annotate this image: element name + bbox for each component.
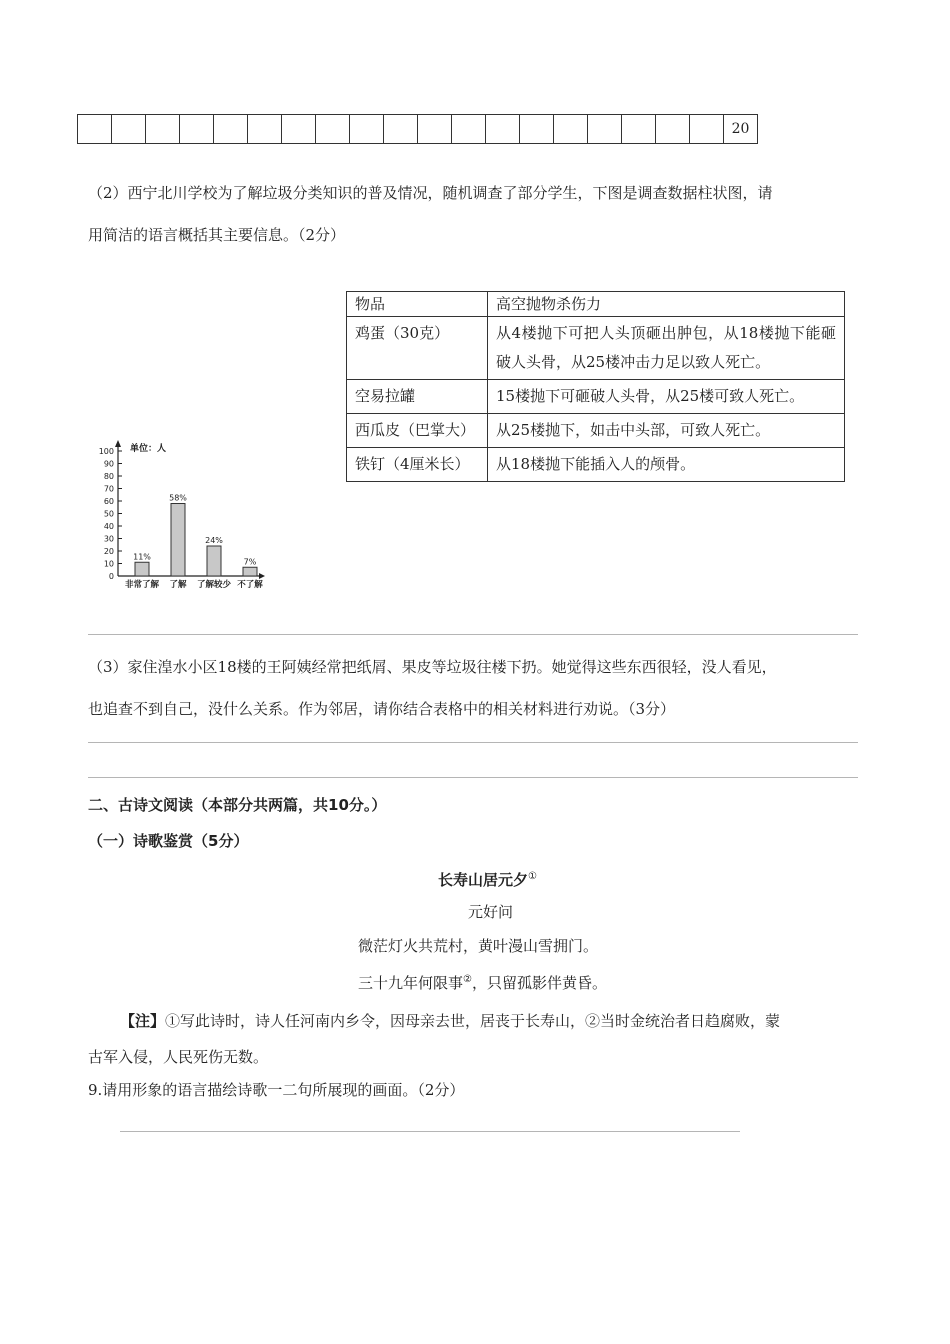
y-tick-label: 0 xyxy=(108,572,114,581)
question-2 xyxy=(88,172,860,256)
grid-cell[interactable] xyxy=(180,115,214,144)
note-line2: 古军入侵，人民死伤无数。 xyxy=(88,1048,269,1066)
x-tick-label: 了解 xyxy=(169,580,187,590)
note-line1: ①写此诗时，诗人任河南内乡令，因母亲去世，居丧于长寿山，②当时金统治者日趋腐败，蒙 xyxy=(165,1012,781,1030)
grid-cell[interactable] xyxy=(554,115,588,144)
table-row xyxy=(347,448,845,482)
bar xyxy=(171,504,185,577)
answer-line[interactable] xyxy=(88,742,858,743)
y-tick-label: 70 xyxy=(103,484,114,494)
section-2-sub1: （一）诗歌鉴赏（5分） xyxy=(88,832,249,850)
chart-title: 单位：人 xyxy=(130,444,167,454)
y-tick-label: 90 xyxy=(103,459,114,469)
poem-line2 xyxy=(358,968,607,995)
question-2-line2: 用简洁的语言概括其主要信息。（2分） xyxy=(88,226,346,244)
damage-cell: 从18楼抛下能插入人的颅骨。 xyxy=(488,448,845,482)
item-cell: 空易拉罐 xyxy=(347,380,488,414)
x-tick-label: 非常了解 xyxy=(124,580,160,590)
grid-cell[interactable] xyxy=(690,115,724,144)
grid-cell[interactable] xyxy=(418,115,452,144)
grid-cell[interactable] xyxy=(316,115,350,144)
grid-cell[interactable] xyxy=(452,115,486,144)
bar-chart xyxy=(92,438,272,590)
grid-cell[interactable] xyxy=(656,115,690,144)
bar xyxy=(207,546,221,576)
question-2-line1: （2）西宁北川学校为了解垃圾分类知识的普及情况，随机调查了部分学生，下图是调查数据柱状图，请 xyxy=(88,184,773,202)
grid-cell[interactable] xyxy=(248,115,282,144)
damage-cell: 从4楼抛下可把人头顶砸出肿包，从18楼抛下能砸破人头骨，从25楼冲击力足以致人死亡。 xyxy=(488,317,845,380)
x-tick-label: 了解较少 xyxy=(196,580,232,590)
bar xyxy=(243,567,257,576)
item-cell: 西瓜皮（巴掌大） xyxy=(347,414,488,448)
poem-author: 元好问 xyxy=(468,903,514,921)
header-item: 物品 xyxy=(347,292,488,317)
grid-cell[interactable] xyxy=(520,115,554,144)
question-9: 9.请用形象的语言描绘诗歌一二句所展现的画面。（2分） xyxy=(88,1081,465,1099)
bar-data-label: 24% xyxy=(205,536,223,545)
y-tick-label: 80 xyxy=(103,472,114,481)
damage-cell: 从25楼抛下，如击中头部，可致人死亡。 xyxy=(488,414,845,448)
y-tick-label: 10 xyxy=(103,559,114,569)
item-cell: 铁钉（4厘米长） xyxy=(347,448,488,482)
x-tick-label: 不了解 xyxy=(237,580,263,590)
table-row xyxy=(347,414,845,448)
note-label: 【注】 xyxy=(120,1012,166,1030)
section-2-title: 二、古诗文阅读（本部分共两篇，共10分。） xyxy=(88,796,387,814)
damage-cell: 15楼抛下可砸破人头骨，从25楼可致人死亡。 xyxy=(488,380,845,414)
bar xyxy=(135,562,149,576)
question-3-line2: 也追查不到自己，没什么关系。作为邻居，请你结合表格中的相关材料进行劝说。（3分） xyxy=(88,700,676,718)
question-3-line1: （3）家住湟水小区18楼的王阿姨经常把纸屑、果皮等垃圾往楼下扔。她觉得这些东西很轻，没人看见， xyxy=(88,658,777,676)
poem-line2-a: 三十九年何限事 xyxy=(358,974,464,992)
grid-cell[interactable] xyxy=(622,115,656,144)
bar-data-label: 11% xyxy=(133,552,151,562)
table-row xyxy=(347,317,845,380)
poem-line2-b: ，只留孤影伴黄昏。 xyxy=(471,974,607,992)
y-tick-label: 40 xyxy=(103,522,114,531)
info-table xyxy=(346,291,845,482)
poem-note xyxy=(88,1003,860,1075)
poem-line1: 微茫灯火共荒村，黄叶漫山雪拥门。 xyxy=(358,937,599,955)
grid-cell[interactable] xyxy=(588,115,622,144)
x-axis-arrow xyxy=(259,573,265,579)
poem-title-note: ① xyxy=(528,871,537,882)
answer-line[interactable] xyxy=(88,634,858,635)
grid-cell-count: 20 xyxy=(724,115,758,144)
grid-cell[interactable] xyxy=(486,115,520,144)
question-3 xyxy=(88,646,860,730)
grid-cell[interactable] xyxy=(384,115,418,144)
y-tick-label: 20 xyxy=(103,547,114,556)
grid-cell[interactable] xyxy=(112,115,146,144)
header-damage: 高空抛物杀伤力 xyxy=(488,292,845,317)
answer-line[interactable] xyxy=(120,1131,740,1132)
grid-cell[interactable] xyxy=(350,115,384,144)
bar-data-label: 7% xyxy=(243,557,257,567)
poem-line2-note: ② xyxy=(463,974,472,985)
answer-grid xyxy=(77,114,758,144)
poem-title: 长寿山居元夕 xyxy=(438,871,529,889)
grid-cell[interactable] xyxy=(78,115,112,144)
table-row xyxy=(347,380,845,414)
y-tick-label: 30 xyxy=(103,534,114,544)
y-tick-label: 60 xyxy=(103,497,114,506)
grid-cell[interactable] xyxy=(282,115,316,144)
info-table-header xyxy=(347,292,845,317)
item-cell: 鸡蛋（30克） xyxy=(347,317,488,380)
y-tick-label: 100 xyxy=(98,447,114,456)
bar-data-label: 58% xyxy=(169,493,187,503)
answer-line[interactable] xyxy=(88,777,858,778)
y-tick-label: 50 xyxy=(103,509,114,519)
y-axis-arrow xyxy=(115,440,121,447)
poem-title-block xyxy=(438,865,537,892)
grid-cell[interactable] xyxy=(146,115,180,144)
grid-cell[interactable] xyxy=(214,115,248,144)
